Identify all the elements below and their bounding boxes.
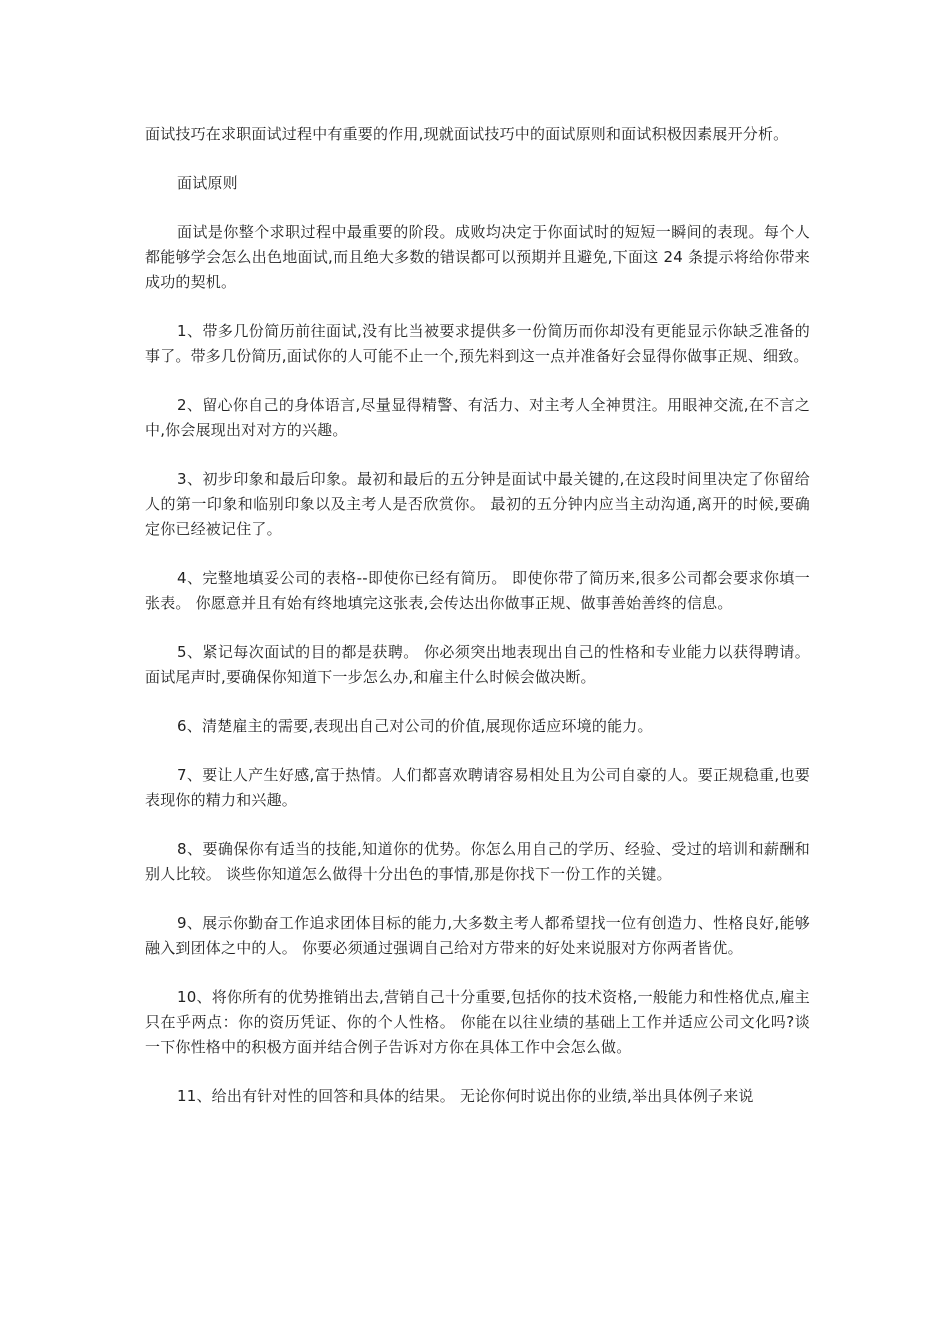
- tip-item: 4、完整地填妥公司的表格--即使你已经有简历。 即使你带了简历来,很多公司都会要求你填一张表。 你愿意并且有始有终地填完这张表,会传达出你做事正规、做事善始善终的信息。: [145, 569, 810, 612]
- tip-item: 9、展示你勤奋工作追求团体目标的能力,大多数主考人都希望找一位有创造力、性格良好,能够融入到团体之中的人。 你要必须通过强调自己给对方带来的好处来说服对方你两者皆优。: [145, 914, 810, 957]
- document-body: [145, 122, 810, 1109]
- tip-item: 6、清楚雇主的需要,表现出自己对公司的价值,展现你适应环境的能力。: [177, 717, 653, 735]
- tip-item: 5、紧记每次面试的目的都是获聘。 你必须突出地表现出自己的性格和专业能力以获得聘请。 面试尾声时,要确保你知道下一步怎么办,和雇主什么时候会做决断。: [145, 643, 810, 686]
- tip-item: 8、要确保你有适当的技能,知道你的优势。你怎么用自己的学历、经验、受过的培训和薪酬和别人比较。 谈些你知道怎么做得十分出色的事情,那是你找下一份工作的关键。: [145, 840, 810, 883]
- tip-item: 7、要让人产生好感,富于热情。人们都喜欢聘请容易相处且为公司自豪的人。要正规稳重,也要表现你的精力和兴趣。: [145, 766, 810, 809]
- section-intro-paragraph: 面试是你整个求职过程中最重要的阶段。成败均决定于你面试时的短短一瞬间的表现。每个人都能够学会怎么出色地面试,而且绝大多数的错误都可以预期并且避免,下面这 24 条提示将给你带来成功的契机。: [145, 223, 810, 291]
- intro-paragraph: 面试技巧在求职面试过程中有重要的作用,现就面试技巧中的面试原则和面试积极因素展开分析。: [145, 125, 789, 143]
- tip-item: 1、带多几份简历前往面试,没有比当被要求提供多一份简历而你却没有更能显示你缺乏准备的事了。带多几份简历,面试你的人可能不止一个,预先料到这一点并准备好会显得你做事正规、细致。: [145, 322, 810, 365]
- tip-item: 10、将你所有的优势推销出去,营销自己十分重要,包括你的技术资格,一般能力和性格优点,雇主只在乎两点：你的资历凭证、你的个人性格。 你能在以往业绩的基础上工作并适应公司文化吗?谈一下你性格中的积极方面并结合例子告诉对方你在具体工作中会怎么做。: [145, 988, 810, 1056]
- tip-item: 11、给出有针对性的回答和具体的结果。 无论你何时说出你的业绩,举出具体例子来说: [177, 1087, 754, 1105]
- tips-list: [145, 319, 810, 1109]
- tip-item: 3、初步印象和最后印象。最初和最后的五分钟是面试中最关键的,在这段时间里决定了你留给人的第一印象和临别印象以及主考人是否欣赏你。 最初的五分钟内应当主动沟通,离开的时候,要确定你已经被记住了。: [145, 470, 810, 538]
- section-title: 面试原则: [177, 174, 238, 192]
- tip-item: 2、留心你自己的身体语言,尽量显得精警、有活力、对主考人全神贯注。用眼神交流,在不言之中,你会展现出对对方的兴趣。: [145, 396, 810, 439]
